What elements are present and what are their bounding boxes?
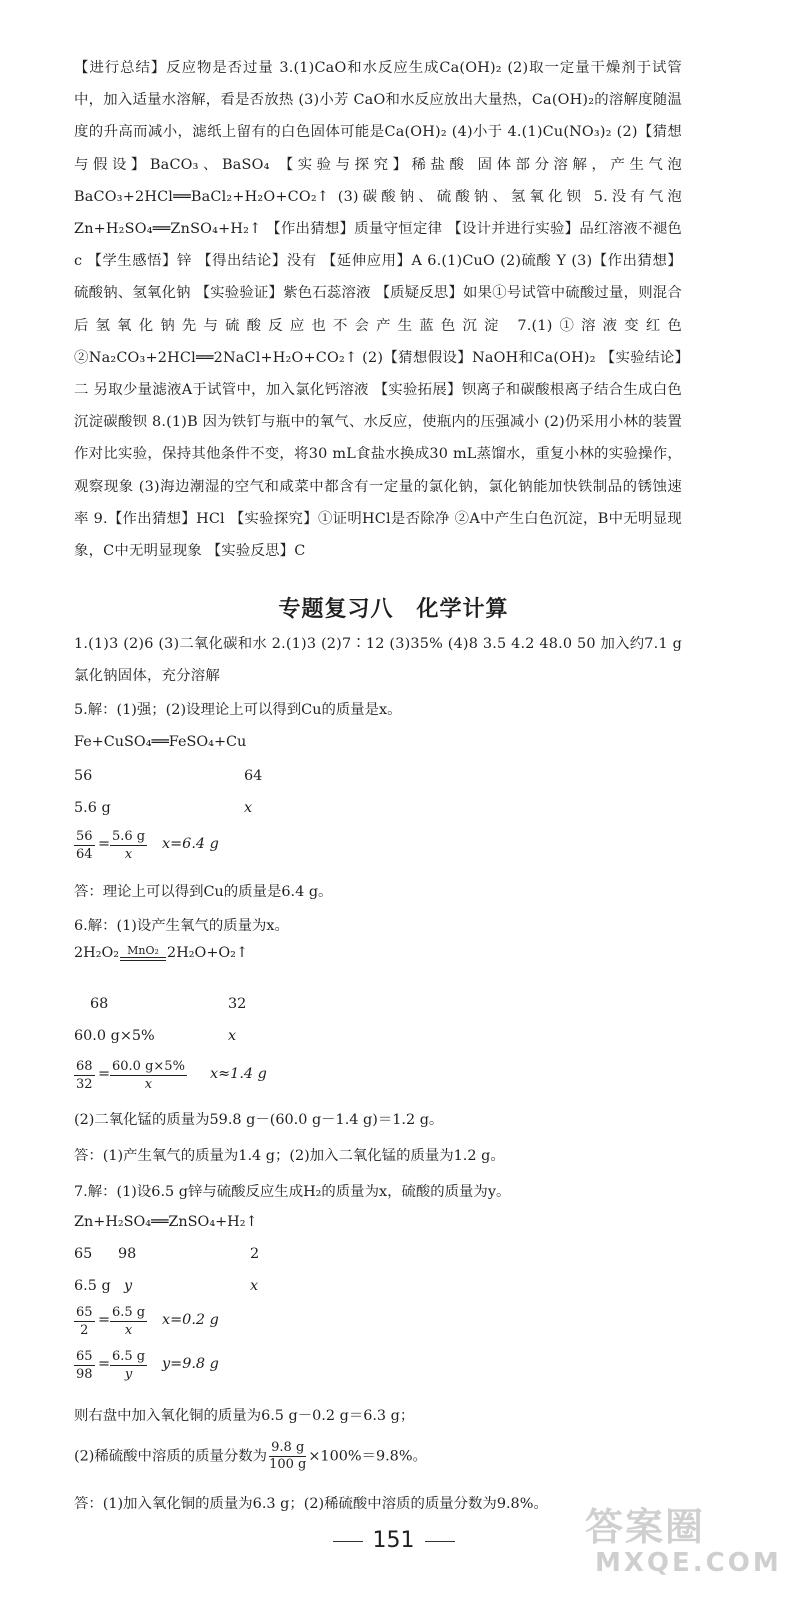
q6-value-o2: x (228, 1028, 237, 1044)
q7-f1-result: x=0.2 g (162, 1312, 219, 1328)
answer-paragraph-calc-1-4: 1.(1)3 (2)6 (3)二氧化碳和水 2.(1)3 (2)7∶12 (3)35% (4)8 3.5 4.2 48.0 50 加入约7.1 g氯化钠固体，充分溶解 (74, 636, 682, 685)
q7-f2-a-num: 65 (76, 1349, 93, 1364)
q6-part2: (2)二氧化锰的质量为59.8 g－(60.0 g－1.4 g)＝1.2 g。 (74, 1112, 444, 1128)
q6-frac-b-den: x (144, 1077, 153, 1092)
q6-molar-mass-h2o2: 68 (90, 996, 109, 1012)
watermark-logo (585, 1505, 782, 1590)
q6-catalyst: MnO₂ (127, 944, 159, 957)
q7-f1-a-den: 2 (80, 1323, 89, 1338)
section-heading: 专题复习八 化学计算 (278, 597, 509, 622)
q7-f2-b-den: y (124, 1367, 133, 1382)
q7-part2-fraction (269, 1440, 306, 1473)
page-number: 151 (372, 1528, 415, 1553)
q5-equals: = (98, 836, 111, 852)
q7-molar-mass-zn: 65 (74, 1246, 93, 1262)
q6-eq-right: 2H₂O+O₂↑ (167, 945, 249, 961)
q6-frac-b-num: 60.0 g×5% (112, 1059, 185, 1074)
q5-result: x=6.4 g (162, 836, 219, 852)
q7-value-h2so4: y (124, 1278, 133, 1294)
q7-part2 (74, 1440, 427, 1473)
q7-part2-suffix: ×100%＝9.8%。 (308, 1448, 427, 1465)
q5-molar-mass-cu: 64 (244, 768, 263, 784)
q5-molar-mass-fe: 56 (74, 768, 93, 784)
q7-molar-mass-h2so4: 98 (118, 1246, 137, 1262)
q5-intro: 5.解：(1)强；(2)设理论上可以得到Cu的质量是x。 (74, 702, 402, 718)
q5-equation: Fe+CuSO₄══FeSO₄+Cu (74, 734, 247, 750)
q7-answer: 答：(1)加入氧化铜的质量为6.3 g；(2)稀硫酸中溶质的质量分数为9.8%。 (74, 1496, 548, 1512)
q7-cuo-mass-line: 则右盘中加入氧化铜的质量为6.5 g－0.2 g＝6.3 g； (74, 1408, 415, 1424)
q7-part2-num: 9.8 g (271, 1440, 305, 1455)
q7-value-h2: x (250, 1278, 259, 1294)
q7-fraction1-values (110, 1304, 147, 1339)
q5-answer: 答：理论上可以得到Cu的质量是6.4 g。 (74, 884, 333, 900)
q6-intro: 6.解：(1)设产生氧气的质量为x。 (74, 918, 289, 934)
q6-fraction-values (110, 1058, 187, 1093)
q5-fraction-masses (74, 828, 95, 863)
q5-frac-a-num: 56 (76, 829, 93, 844)
q7-value-zn: 6.5 g (74, 1278, 111, 1294)
watermark-title: 答案圈 (585, 1505, 706, 1549)
q7-f1-b-num: 6.5 g (112, 1305, 146, 1320)
q7-intro: 7.解：(1)设6.5 g锌与硫酸反应生成H₂的质量为x，硫酸的质量为y。 (74, 1184, 511, 1200)
q7-fraction2-masses (74, 1348, 95, 1383)
q5-value-fe: 5.6 g (74, 800, 111, 816)
q5-frac-b-den: x (124, 847, 133, 862)
q7-equation: Zn+H₂SO₄══ZnSO₄+H₂↑ (74, 1214, 258, 1230)
q5-frac-a-den: 64 (76, 847, 93, 862)
page-number-left-dash (333, 1541, 363, 1542)
q6-equals: = (98, 1066, 111, 1082)
q7-f1-a-num: 65 (76, 1305, 93, 1320)
q7-f1-b-den: x (124, 1323, 133, 1338)
q7-part2-den: 100 g (269, 1457, 307, 1472)
q7-molar-mass-h2: 2 (250, 1246, 260, 1262)
q5-frac-b-num: 5.6 g (112, 829, 146, 844)
page-number-right-dash (425, 1541, 455, 1542)
q6-fraction-masses (74, 1058, 95, 1093)
q7-f2-b-num: 6.5 g (112, 1349, 146, 1364)
q6-answer: 答：(1)产生氧气的质量为1.4 g；(2)加入二氧化锰的质量为1.2 g。 (74, 1148, 505, 1164)
q7-fraction2-values (110, 1348, 147, 1383)
answer-paragraph-experiments: 【进行总结】反应物是否过量 3.(1)CaO和水反应生成Ca(OH)₂ (2)取一定量干燥剂于试管中，加入适量水溶解，看是否放热 (3)小芳 CaO和水反应放出大量热，Ca(OH)₂的溶解度随温度的升高而减小，滤纸上留有的白色固体可能是Ca(OH)₂ (4)小于 4.(1)Cu(NO₃)₂ (2)【猜想与假设】BaCO₃、BaSO₄ 【实验与探究】稀盐酸 固体部分溶解，产生气泡 BaCO₃+2HCl══BaCl₂+H₂O+CO₂↑ (3)碳酸钠、硫酸钠、氢氧化钡 5.没有气泡 Zn+H₂SO₄══ZnSO₄+H₂↑ 【作出猜想】质量守恒定律 【设计并进行实验】品红溶液不褪色 c 【学生感悟】锌 【得出结论】没有 【延伸应用】A 6.(1)CuO (2)硫酸 Y (3)【作出猜想】硫酸钠、氢氧化钠 【实验验证】紫色石蕊溶液 【质疑反思】如果①号试管中硫酸过量，则混合后氢氧化钠先与硫酸反应也不会产生蓝色沉淀 7.(1)①溶液变红色 ②Na₂CO₃+2HCl══2NaCl+H₂O+CO₂↑ (2)【猜想假设】NaOH和Ca(OH)₂ 【实验结论】二 另取少量滤液A于试管中，加入氯化钙溶液 【实验拓展】钡离子和碳酸根离子结合生成白色沉淀碳酸钡 8.(1)B 因为铁钉与瓶中的氧气、水反应，使瓶内的压强减小 (2)仍采用小林的装置作对比实验，保持其他条件不变，将30 mL食盐水换成30 mL蒸馏水，重复小林的实验操作，观察现象 (3)海边潮湿的空气和咸菜中都含有一定量的氯化钠，氯化钠能加快铁制品的锈蚀速率 9.【作出猜想】HCl 【实验探究】①证明HCl是否除净 ②A中产生白色沉淀，B中无明显现象，C中无明显现象 【实验反思】C (74, 60, 682, 560)
q6-eq-left: 2H₂O₂ (74, 945, 120, 961)
q6-molar-mass-o2: 32 (228, 996, 247, 1012)
q5-fraction-values (110, 828, 147, 863)
q7-f1-equals: = (98, 1312, 111, 1328)
q5-value-cu: x (244, 800, 253, 816)
q6-catalyst-arrow (120, 944, 166, 961)
watermark-url: MXQE.COM (595, 1548, 782, 1578)
q6-frac-a-num: 68 (76, 1059, 93, 1074)
q6-frac-a-den: 32 (76, 1077, 93, 1092)
q6-value-h2o2: 60.0 g×5% (74, 1028, 155, 1044)
q6-equation (74, 944, 248, 961)
q7-fraction1-masses (74, 1304, 95, 1339)
q7-f2-equals: = (98, 1356, 111, 1372)
q6-result: x≈1.4 g (210, 1066, 267, 1082)
q7-part2-prefix: (2)稀硫酸中溶质的质量分数为 (74, 1448, 268, 1465)
q7-f2-result: y=9.8 g (162, 1356, 219, 1372)
q7-f2-a-den: 98 (76, 1367, 93, 1382)
